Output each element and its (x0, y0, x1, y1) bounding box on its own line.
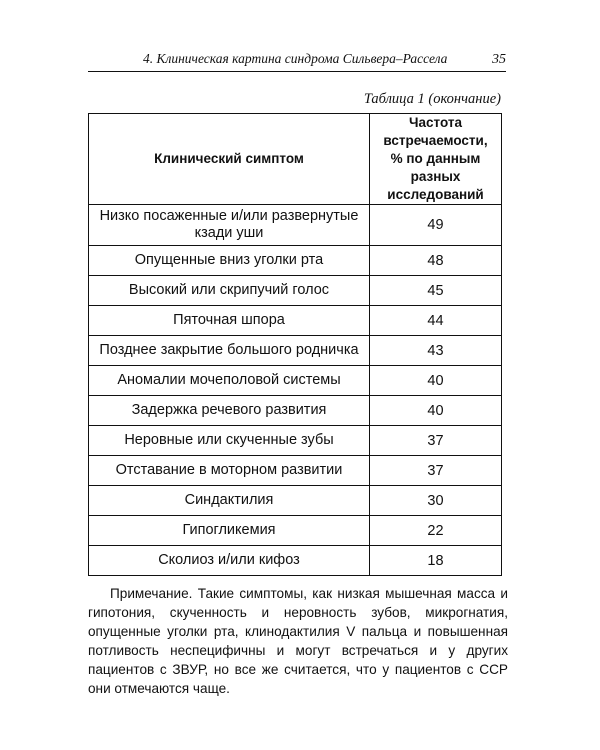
symptom-cell: Высокий или скрипучий голос (89, 276, 370, 306)
table-row (89, 456, 502, 486)
table-note: Примечание. Такие симптомы, как низкая мышечная масса и гипотония, скученность и неровность зубов, микрогнатия, опущенные уголки рта, клинодактилия V пальца и повышенная потливость неспецифичны и могут встречаться и у других пациентов с ЗВУР, но все же считается, что у пациентов с ССР они отмечаются чаще. (88, 586, 508, 696)
table-row (89, 336, 502, 366)
frequency-cell: 44 (370, 306, 502, 336)
table-caption: Таблица 1 (окончание) (363, 91, 501, 107)
symptom-cell: Пяточная шпора (89, 306, 370, 336)
symptom-cell: Низко посаженные и/или развернутые кзади уши (89, 205, 370, 246)
table-row (89, 546, 502, 576)
frequency-cell: 49 (370, 205, 502, 246)
table-row (89, 276, 502, 306)
frequency-cell: 40 (370, 366, 502, 396)
table-row (89, 516, 502, 546)
table-row (89, 306, 502, 336)
table-row (89, 246, 502, 276)
frequency-cell: 48 (370, 246, 502, 276)
symptom-cell: Гипогликемия (89, 516, 370, 546)
symptom-cell: Задержка речевого развития (89, 396, 370, 426)
frequency-cell: 40 (370, 396, 502, 426)
chapter-title: 4. Клиническая картина синдрома Сильвера–Рассела (143, 51, 448, 66)
symptom-cell: Сколиоз и/или кифоз (89, 546, 370, 576)
symptom-cell: Аномалии мочеполовой системы (89, 366, 370, 396)
page-number: 35 (492, 52, 506, 67)
frequency-cell: 37 (370, 456, 502, 486)
symptom-cell: Позднее закрытие большого родничка (89, 336, 370, 366)
table-row (89, 396, 502, 426)
frequency-cell: 37 (370, 426, 502, 456)
frequency-cell: 22 (370, 516, 502, 546)
table-row (89, 426, 502, 456)
symptom-cell: Неровные или скученные зубы (89, 426, 370, 456)
symptom-frequency-table (88, 113, 502, 576)
frequency-cell: 43 (370, 336, 502, 366)
table-row (89, 366, 502, 396)
column-header-symptom: Клинический симптом (89, 114, 370, 205)
column-header-frequency: Частота встречаемости, % по данным разных исследований (370, 114, 502, 205)
symptom-cell: Синдактилия (89, 486, 370, 516)
running-header (88, 51, 506, 72)
symptom-cell: Опущенные вниз уголки рта (89, 246, 370, 276)
frequency-cell: 45 (370, 276, 502, 306)
symptom-cell: Отставание в моторном развитии (89, 456, 370, 486)
table-row (89, 486, 502, 516)
table-row (89, 205, 502, 246)
frequency-cell: 18 (370, 546, 502, 576)
table-header-row (89, 114, 502, 205)
frequency-cell: 30 (370, 486, 502, 516)
